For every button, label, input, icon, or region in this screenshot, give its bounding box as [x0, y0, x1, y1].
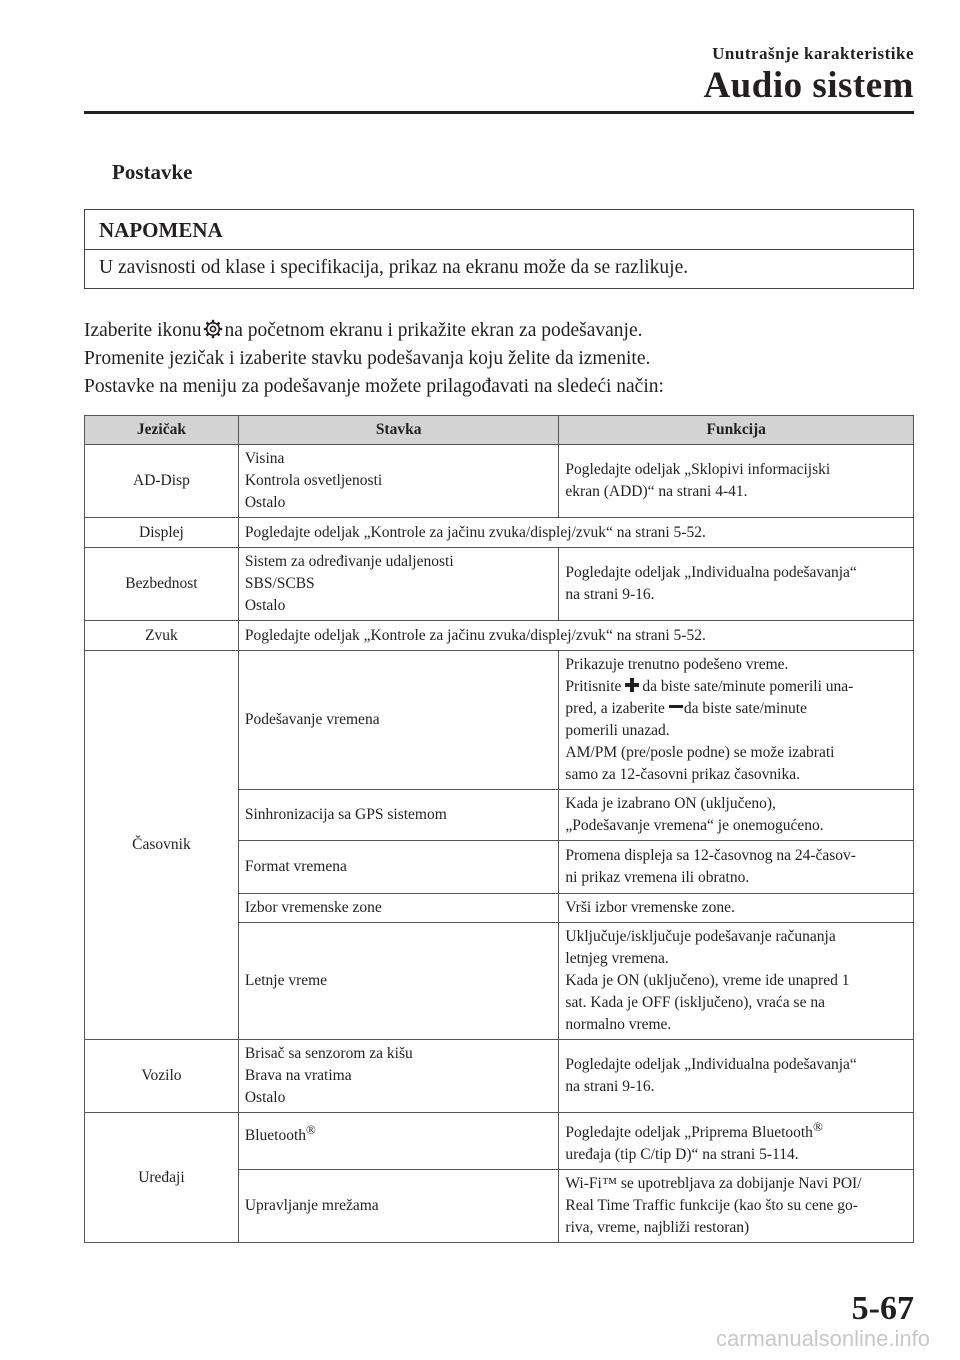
table-row — [85, 1113, 914, 1170]
function-line: Kada je izabrano ON (uključeno), — [565, 795, 776, 812]
function-cell: Vrši izbor vremenske zone. — [559, 894, 914, 923]
function-line: na strani 9-16. — [565, 586, 655, 603]
table-row — [85, 651, 914, 790]
item-line: Sistem za određivanje udaljenosti — [244, 553, 454, 570]
function-line — [565, 698, 907, 720]
item-cell: Sinhronizacija sa GPS sistemom — [238, 790, 559, 841]
function-line: Kada je ON (uključeno), vreme ide unapred 1 — [565, 972, 850, 989]
item-cell: Format vremena — [238, 841, 559, 894]
function-line: Promena displeja sa 12-časovnog na 24-časov- — [565, 847, 856, 864]
intro-line-1-end: na početnom ekranu i prikažite ekran za podešavanje. — [224, 320, 643, 341]
table-header-row — [85, 416, 914, 445]
function-text: da biste sate/minute — [683, 700, 807, 717]
function-line: Prikazuje trenutno podešeno vreme. — [565, 656, 789, 673]
tab-cell-vozilo: Vozilo — [85, 1040, 239, 1113]
function-cell — [559, 548, 914, 621]
item-text: Bluetooth — [244, 1127, 306, 1145]
settings-gear-icon — [203, 319, 223, 339]
function-cell: Pogledajte odeljak „Kontrole za jačinu zvuka/displej/zvuk“ na strani 5-52. — [238, 518, 913, 548]
tab-cell-casovnik: Časovnik — [85, 651, 239, 1040]
function-line: ni prikaz vremena ili obratno. — [565, 869, 750, 886]
function-text: Pogledajte odeljak „Priprema Bluetooth — [565, 1124, 813, 1142]
intro-line-3: Postavke na meniju za podešavanje možete prilagođavati na sledeći način: — [84, 376, 664, 397]
function-cell — [559, 790, 914, 841]
plus-icon — [625, 678, 639, 692]
function-text: pred, a izaberite — [565, 700, 665, 717]
function-line: Real Time Traffic funkcije (kao što su cene go- — [565, 1197, 858, 1215]
tab-cell-ad-disp: AD-Disp — [85, 445, 239, 518]
tab-cell-bezbednost: Bezbednost — [85, 548, 239, 621]
note-box — [84, 209, 914, 289]
item-cell: Podešavanje vremena — [238, 651, 559, 790]
function-text: da biste sate/minute pomerili una- — [642, 678, 854, 695]
function-line: letnjeg vremena. — [565, 950, 669, 967]
function-line: ekran (ADD)“ na strani 4-41. — [565, 483, 748, 500]
item-cell — [238, 548, 559, 621]
function-line: AM/PM (pre/posle podne) se može izabrati — [565, 744, 835, 761]
table-row — [85, 548, 914, 621]
function-line: na strani 9-16. — [565, 1078, 655, 1095]
section-title: Postavke — [112, 160, 193, 184]
column-header-item: Stavka — [238, 416, 559, 445]
function-cell — [559, 651, 914, 790]
item-cell — [238, 1040, 559, 1113]
intro-paragraph — [84, 317, 664, 401]
note-text: U zavisnosti od klase i specifikacija, prikaz na ekranu može da se razlikuje. — [99, 257, 689, 278]
function-line: samo za 12-časovni prikaz časovnika. — [565, 766, 800, 783]
item-line: Brisač sa senzorom za kišu — [244, 1045, 413, 1062]
chapter-subtitle: Unutrašnje karakteristike — [712, 44, 914, 63]
function-text: Pritisnite — [565, 678, 622, 695]
settings-menu-table — [84, 415, 914, 1243]
function-line: pomerili unazad. — [565, 722, 670, 739]
function-cell — [559, 1170, 914, 1243]
item-line: Ostalo — [244, 597, 286, 614]
function-cell — [559, 841, 914, 894]
item-line: Brava na vratima — [244, 1067, 352, 1084]
function-line: Wi-Fi™ se upotrebljava za dobijanje Navi POI/ — [565, 1175, 862, 1193]
function-cell — [559, 1040, 914, 1113]
table-row — [85, 445, 914, 518]
function-cell: Pogledajte odeljak „Kontrole za jačinu zvuka/displej/zvuk“ na strani 5-52. — [238, 621, 913, 651]
function-line: Pogledajte odeljak „Individualna podešavanja“ — [565, 1056, 857, 1073]
item-cell — [238, 1113, 559, 1170]
function-line: Uključuje/isključuje podešavanje računanja — [565, 928, 836, 945]
tab-cell-uredjaji: Uređaji — [85, 1113, 239, 1243]
item-line: Ostalo — [244, 1089, 286, 1106]
function-line: normalno vreme. — [565, 1016, 672, 1033]
column-header-function: Funkcija — [559, 416, 914, 445]
table-row — [85, 1040, 914, 1113]
function-cell — [559, 445, 914, 518]
item-line: SBS/SCBS — [244, 575, 315, 592]
item-cell: Izbor vremenske zone — [238, 894, 559, 923]
function-line: riva, vreme, najbliži restoran) — [565, 1219, 750, 1237]
header-divider — [84, 111, 914, 114]
function-line: Pogledajte odeljak „Sklopivi informacijski — [565, 461, 831, 478]
page-number: 5-67 — [851, 1290, 914, 1327]
function-cell — [559, 923, 914, 1040]
registered-mark: ® — [812, 1119, 823, 1134]
function-line — [565, 1116, 907, 1144]
minus-icon — [669, 700, 683, 714]
registered-mark: ® — [306, 1122, 316, 1137]
chapter-title: Audio sistem — [703, 65, 914, 106]
intro-line-1-start: Izaberite ikonu — [84, 320, 202, 341]
tab-cell-displej: Displej — [85, 518, 239, 548]
function-line: Pogledajte odeljak „Individualna podešavanja“ — [565, 564, 857, 581]
item-cell: Upravljanje mrežama — [238, 1170, 559, 1243]
function-cell — [559, 1113, 914, 1170]
column-header-tab: Jezičak — [85, 416, 239, 445]
function-line: uređaja (tip C/tip D)“ na strani 5-114. — [565, 1146, 799, 1164]
note-heading: NAPOMENA — [85, 210, 913, 250]
item-cell: Letnje vreme — [238, 923, 559, 1040]
intro-line-2: Promenite jezičak i izaberite stavku podešavanja koju želite da izmenite. — [84, 348, 651, 369]
item-cell — [238, 445, 559, 518]
tab-cell-zvuk: Zvuk — [85, 621, 239, 651]
function-line — [565, 676, 907, 698]
intro-line-1 — [84, 317, 664, 345]
table-row — [85, 518, 914, 548]
site-watermark: carmanualsonline.info — [715, 1326, 930, 1351]
item-line: Ostalo — [244, 494, 286, 511]
item-line: Visina — [244, 450, 285, 467]
function-line: „Podešavanje vremena“ je onemogućeno. — [565, 817, 824, 834]
table-row — [85, 621, 914, 651]
function-line: sat. Kada je OFF (isključeno), vraća se na — [565, 994, 825, 1011]
item-line: Kontrola osvetljenosti — [244, 472, 383, 489]
